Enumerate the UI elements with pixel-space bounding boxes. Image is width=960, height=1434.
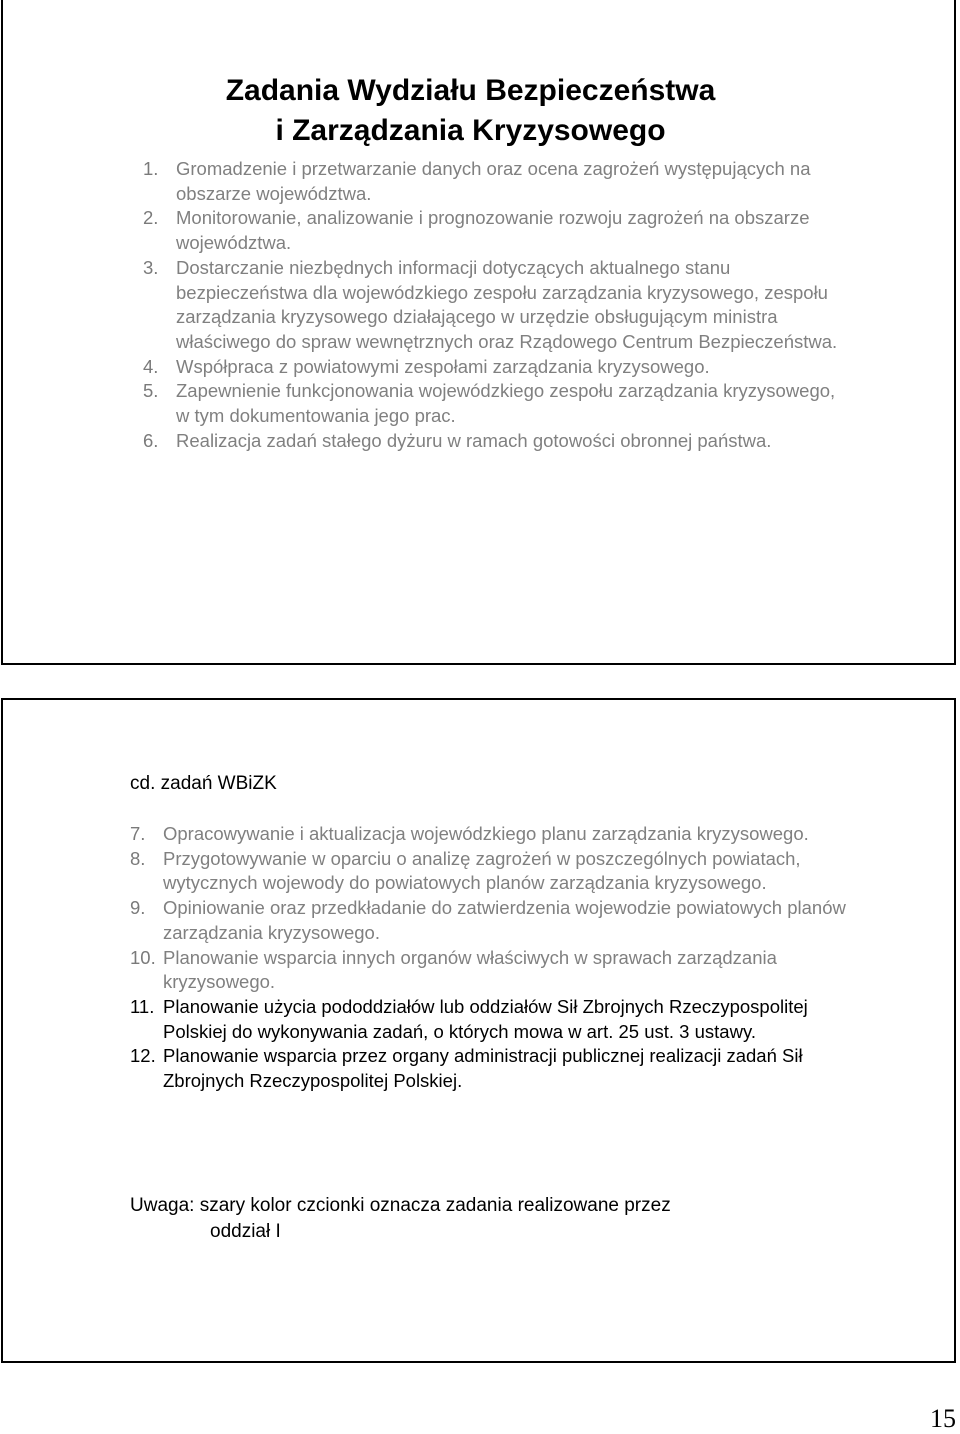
item-text: Planowanie wsparcia innych organów właściwych w sprawach zarządzania kryzysowego. (163, 946, 777, 993)
list-item (130, 946, 850, 995)
item-text: Opiniowanie oraz przedkładanie do zatwierdzenia wojewodzie powiatowych planów zarządzania kryzysowego. (163, 897, 846, 943)
item-number: 1. (143, 158, 159, 179)
list-item (143, 355, 843, 380)
item-text: Opracowywanie i aktualizacja wojewódzkiego planu zarządzania kryzysowego. (163, 823, 809, 844)
item-text: Współpraca z powiatowymi zespołami zarządzania kryzysowego. (176, 355, 710, 377)
item-number: 10. (130, 946, 156, 968)
list-item (130, 995, 850, 1044)
item-number: 4. (143, 355, 159, 377)
item-text: Planowanie wsparcia przez organy administracji publicznej realizacji zadań Sił Zbrojnych Rzeczypospolitej Polskiej. (163, 1045, 803, 1092)
list-item (130, 822, 850, 847)
item-text: Dostarczanie niezbędnych informacji dotyczących aktualnego stanu bezpieczeństwa dla wojewódzkiego zespołu zarządzania kryzysowego, zespołu zarządzania kryzysowego działającego w urzędzie obsługującym ministra właściwego do spraw wewnętrznych oraz Rządowego Centrum Bezpieczeństwa. (176, 256, 838, 352)
item-number: 11. (130, 995, 155, 1017)
slide-title-line-1: Zadania Wydziału Bezpieczeństwa (225, 74, 716, 107)
list-item (130, 847, 850, 896)
item-number: 8. (130, 847, 146, 869)
slide-title-line-2: i Zarządzania Kryzysowego (275, 114, 666, 147)
list-item (143, 206, 843, 255)
item-number: 6. (143, 429, 159, 451)
item-text: Planowanie użycia pododdziałów lub oddziałów Sił Zbrojnych Rzeczypospolitej Polskiej do wykonywania zadań, o których mowa w art. 25 ust. 3 ustawy. (163, 995, 808, 1042)
list-item (143, 157, 843, 206)
tasks-list-continued (130, 822, 850, 1094)
item-number: 3. (143, 256, 159, 278)
item-number: 5. (143, 380, 159, 402)
item-number: 9. (130, 897, 146, 919)
list-item (143, 429, 843, 454)
list-item (143, 379, 843, 428)
note-line-2: oddział I (210, 1221, 281, 1242)
page-number: 15 (930, 1404, 956, 1433)
item-number: 7. (130, 823, 146, 844)
note (130, 1193, 830, 1245)
tasks-list (143, 157, 843, 453)
item-text: Przygotowywanie w oparciu o analizę zagrożeń w poszczególnych powiatach, wytycznych wojewody do powiatowych planów zarządzania kryzysowego. (163, 847, 801, 894)
slide-2-heading: cd. zadań WBiZK (130, 773, 277, 794)
list-item (130, 896, 850, 945)
item-number: 12. (130, 1045, 156, 1067)
note-line-1: Uwaga: szary kolor czcionki oznacza zadania realizowane przez (130, 1195, 671, 1216)
item-text: Zapewnienie funkcjonowania wojewódzkiego zespołu zarządzania kryzysowego, w tym dokumentowania jego prac. (176, 380, 836, 427)
item-text: Gromadzenie i przetwarzanie danych oraz ocena zagrożeń występujących na obszarze województwa. (176, 158, 811, 204)
item-number: 2. (143, 207, 159, 229)
list-item (143, 256, 843, 355)
item-text: Realizacja zadań stałego dyżuru w ramach gotowości obronnej państwa. (176, 429, 772, 451)
slide-1 (1, 0, 956, 665)
list-item (130, 1044, 850, 1093)
item-text: Monitorowanie, analizowanie i prognozowanie rozwoju zagrożeń na obszarze województwa. (176, 207, 810, 254)
